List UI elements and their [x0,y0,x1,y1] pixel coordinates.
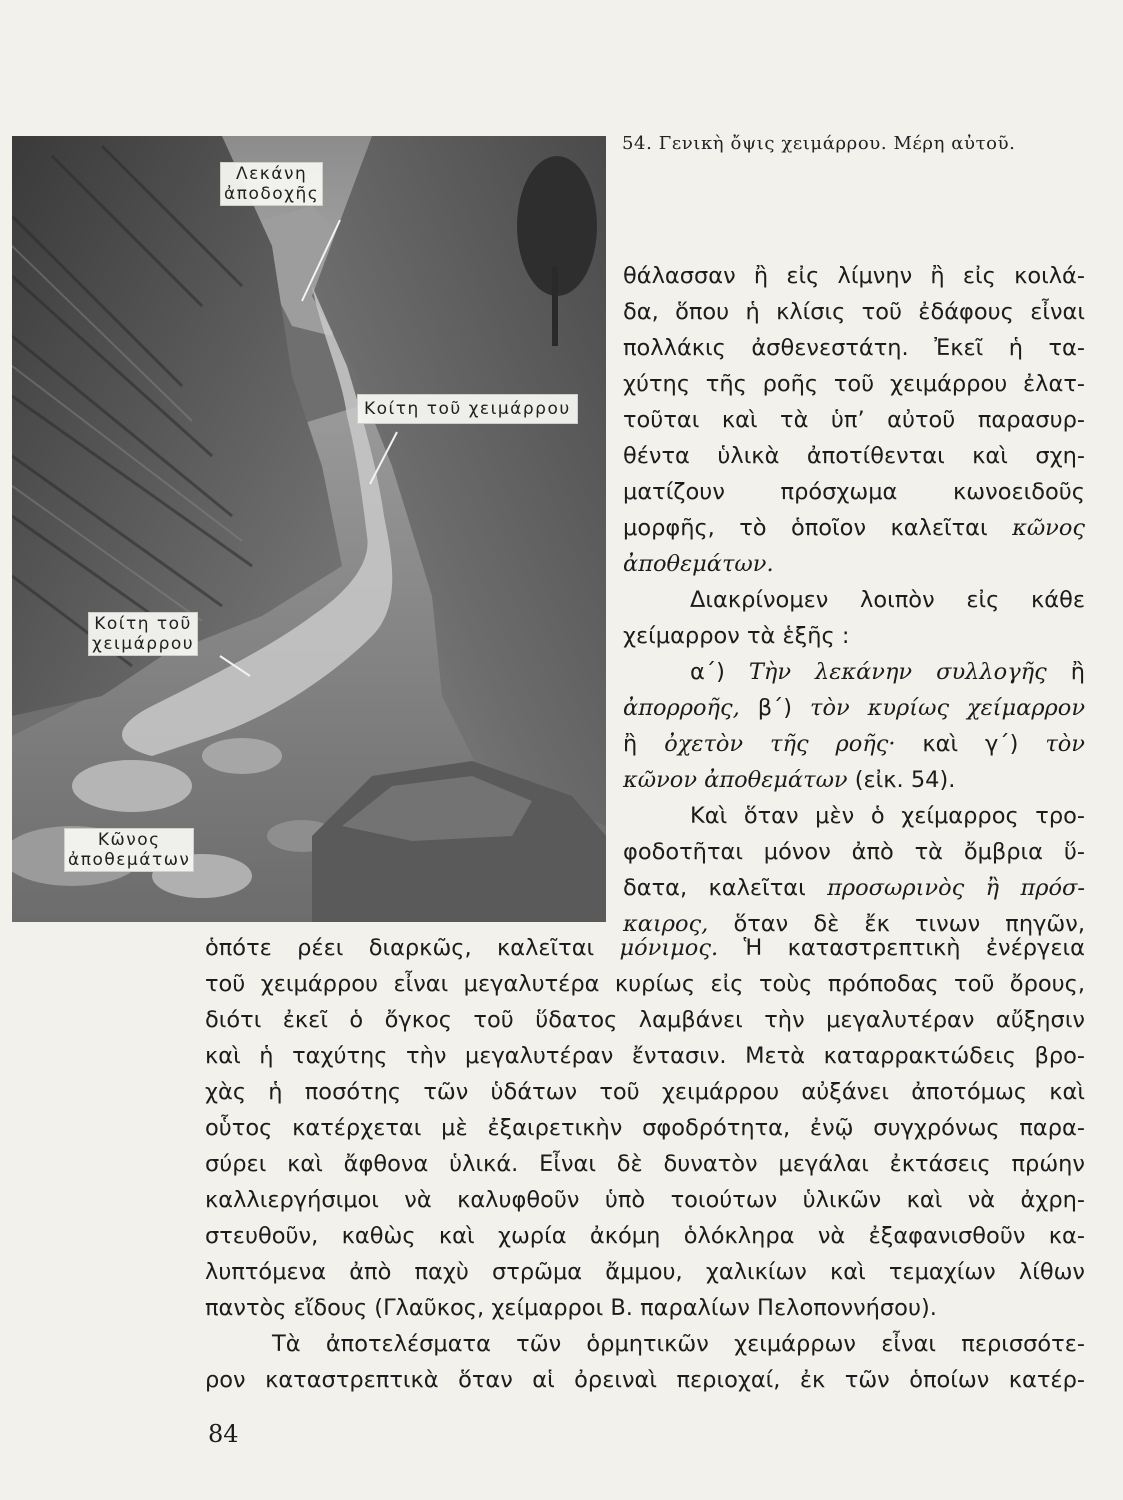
text-segment: (εἰκ. 54). [847,767,956,793]
text-segment: θέντα ὑλικὰ ἀποτίθενται καὶ σχη- [623,443,1085,469]
label-channel-left-line-2: χειμάρρου [92,634,195,654]
text-line [623,294,1085,330]
text-line [272,1326,1085,1362]
text-segment: δατα, καλεῖται [623,875,828,901]
text-line [623,726,1085,762]
text-line [205,1110,1085,1146]
text-line [623,546,1085,582]
text-line [623,258,1085,294]
italic-term: ἀποθεμάτων. [623,551,774,577]
text-segment: ρον καταστρεπτικὰ ὅταν αἱ ὀρειναὶ περιοχαί, ἐκ τῶν ὁποίων κατέρ- [205,1367,1085,1393]
text-segment: καλλιεργήσιμοι νὰ καλυφθοῦν ὑπὸ τοιούτων ὑλικῶν καὶ νὰ ἀχρη- [205,1187,1085,1213]
text-segment: φοδοτῆται μόνον ἀπὸ τὰ ὄμβρια ὕ- [623,839,1085,865]
text-segment: χὰς ἡ ποσότης τῶν ὑδάτων τοῦ χειμάρρου αὐξάνει ἀποτόμως καὶ [205,1079,1085,1105]
text-line [623,510,1085,546]
text-line [205,1074,1085,1110]
text-line [690,798,1085,834]
label-channel-top-line: Κοίτη τοῦ χειμάρρου [364,399,571,419]
italic-term: καιρος, [623,911,709,937]
text-line [205,1182,1085,1218]
text-segment: Διακρίνομεν λοιπὸν εἰς κάθε [690,587,1085,613]
italic-term: ὀχετὸν τῆς ροῆς· [664,731,896,757]
text-segment: β΄) [739,695,811,721]
text-segment: καὶ γ΄) [895,731,1046,757]
text-line [623,402,1085,438]
italic-term: τὸν [1045,731,1085,757]
text-segment: στευθοῦν, καθὼς καὶ χωρία ἀκόμη ὁλόκληρα νὰ ἐξαφανισθοῦν κα- [205,1223,1085,1249]
text-segment: ἢ [623,731,665,757]
text-segment: δα, ὅπου ἡ κλίσις τοῦ ἐδάφους εἶναι [623,299,1085,325]
italic-term: προσωρινὸς ἢ πρόσ- [827,875,1085,901]
italic-term: Τὴν λεκάνην συλλογῆς [748,659,1047,685]
figure-caption: 54. Γενικὴ ὄψις χειμάρρου. Μέρη αὐτοῦ. [622,133,1016,154]
italic-term: μόνιμος. [619,935,719,961]
text-segment: Καὶ ὅταν μὲν ὁ χείμαρρος τρο- [690,803,1085,829]
label-torrent-channel-left [88,612,198,656]
label-basin-line-2: ἀποδοχῆς [224,184,320,204]
text-line [623,618,1085,654]
label-cone-line-2: ἀποθεμάτων [68,850,191,870]
text-line [205,966,1085,1002]
text-segment: Τὰ ἀποτελέσματα τῶν ὁρμητικῶν χειμάρρων εἶναι περισσότε- [272,1331,1085,1357]
text-line [205,1254,1085,1290]
text-line [623,474,1085,510]
text-line [205,1290,1085,1326]
label-basin-line-1: Λεκάνη [235,164,308,184]
text-line [623,438,1085,474]
text-segment: ἢ [1046,659,1085,685]
text-line [690,654,1085,690]
label-catchment-basin [220,162,323,206]
text-segment: σύρει καὶ ἄφθονα ὑλικά. Εἶναι δὲ δυνατὸν μεγάλαι ἐκτάσεις πρώην [205,1151,1085,1177]
text-segment: οὗτος κατέρχεται μὲ ἐξαιρετικὴν σφοδρότητα, ἐνῷ συγχρόνως παρα- [205,1115,1085,1141]
text-segment: λυπτόμενα ἀπὸ παχὺ στρῶμα ἄμμου, χαλικίων καὶ τεμαχίων λίθων [205,1259,1085,1285]
italic-term: κῶνος [1012,515,1085,541]
italic-term: ἀπορροῆς, [623,695,740,721]
text-segment: χύτης τῆς ροῆς τοῦ χειμάρρου ἐλατ- [623,371,1085,397]
text-line [623,762,1085,798]
text-segment: πολλάκις ἀσθενεστάτη. Ἐκεῖ ἡ τα- [623,335,1085,361]
text-segment: ὅταν δὲ ἔκ τινων πηγῶν, [708,911,1085,937]
label-debris-cone [64,828,194,872]
text-line [205,1362,1085,1398]
text-segment: μορφῆς, τὸ ὁποῖον καλεῖται [623,515,1013,541]
text-line [623,366,1085,402]
label-channel-left-line-1: Κοίτη τοῦ [94,614,192,634]
text-line [623,690,1085,726]
text-segment: α΄) [690,659,749,685]
text-segment: καὶ ἡ ταχύτης τὴν μεγαλυτέραν ἔντασιν. Μετὰ καταρρακτώδεις βρο- [205,1043,1085,1069]
text-line [690,582,1085,618]
label-torrent-channel-top [357,394,578,424]
italic-term: τὸν κυρίως χείμαρρον [810,695,1085,721]
text-line [623,870,1085,906]
italic-term: κῶνον ἀποθεμάτων [623,767,848,793]
page-number: 84 [208,1420,239,1448]
text-line [205,1002,1085,1038]
text-segment: θάλασσαν ἢ εἰς λίμνην ἢ εἰς κοιλά- [623,263,1085,289]
text-segment: τοῦται καὶ τὰ ὑπ’ αὐτοῦ παρασυρ- [623,407,1085,433]
text-line [205,1038,1085,1074]
text-segment: ματίζουν πρόσχωμα κωνοειδοῦς [623,479,1085,505]
torrent-photo-drawing [12,136,606,922]
text-line [205,930,1085,966]
text-segment: τοῦ χειμάρρου εἶναι μεγαλυτέρα κυρίως εἰς τοὺς πρόποδας τοῦ ὄρους, [205,971,1085,997]
text-segment: παντὸς εἴδους (Γλαῦκος, χείμαρροι Β. παραλίων Πελοποννήσου). [205,1295,937,1321]
text-line [623,834,1085,870]
text-line [205,1218,1085,1254]
torrent-photograph [12,136,606,922]
text-segment: διότι ἐκεῖ ὁ ὄγκος τοῦ ὕδατος λαμβάνει τὴν μεγαλυτέραν αὔξησιν [205,1007,1085,1033]
label-cone-line-1: Κῶνος [97,830,161,850]
text-segment: ὁπότε ρέει διαρκῶς, καλεῖται [205,935,620,961]
text-line [205,1146,1085,1182]
text-segment: Ἡ καταστρεπτικὴ ἐνέργεια [718,935,1085,961]
text-segment: χείμαρρον τὰ ἑξῆς : [623,623,850,649]
text-line [623,330,1085,366]
